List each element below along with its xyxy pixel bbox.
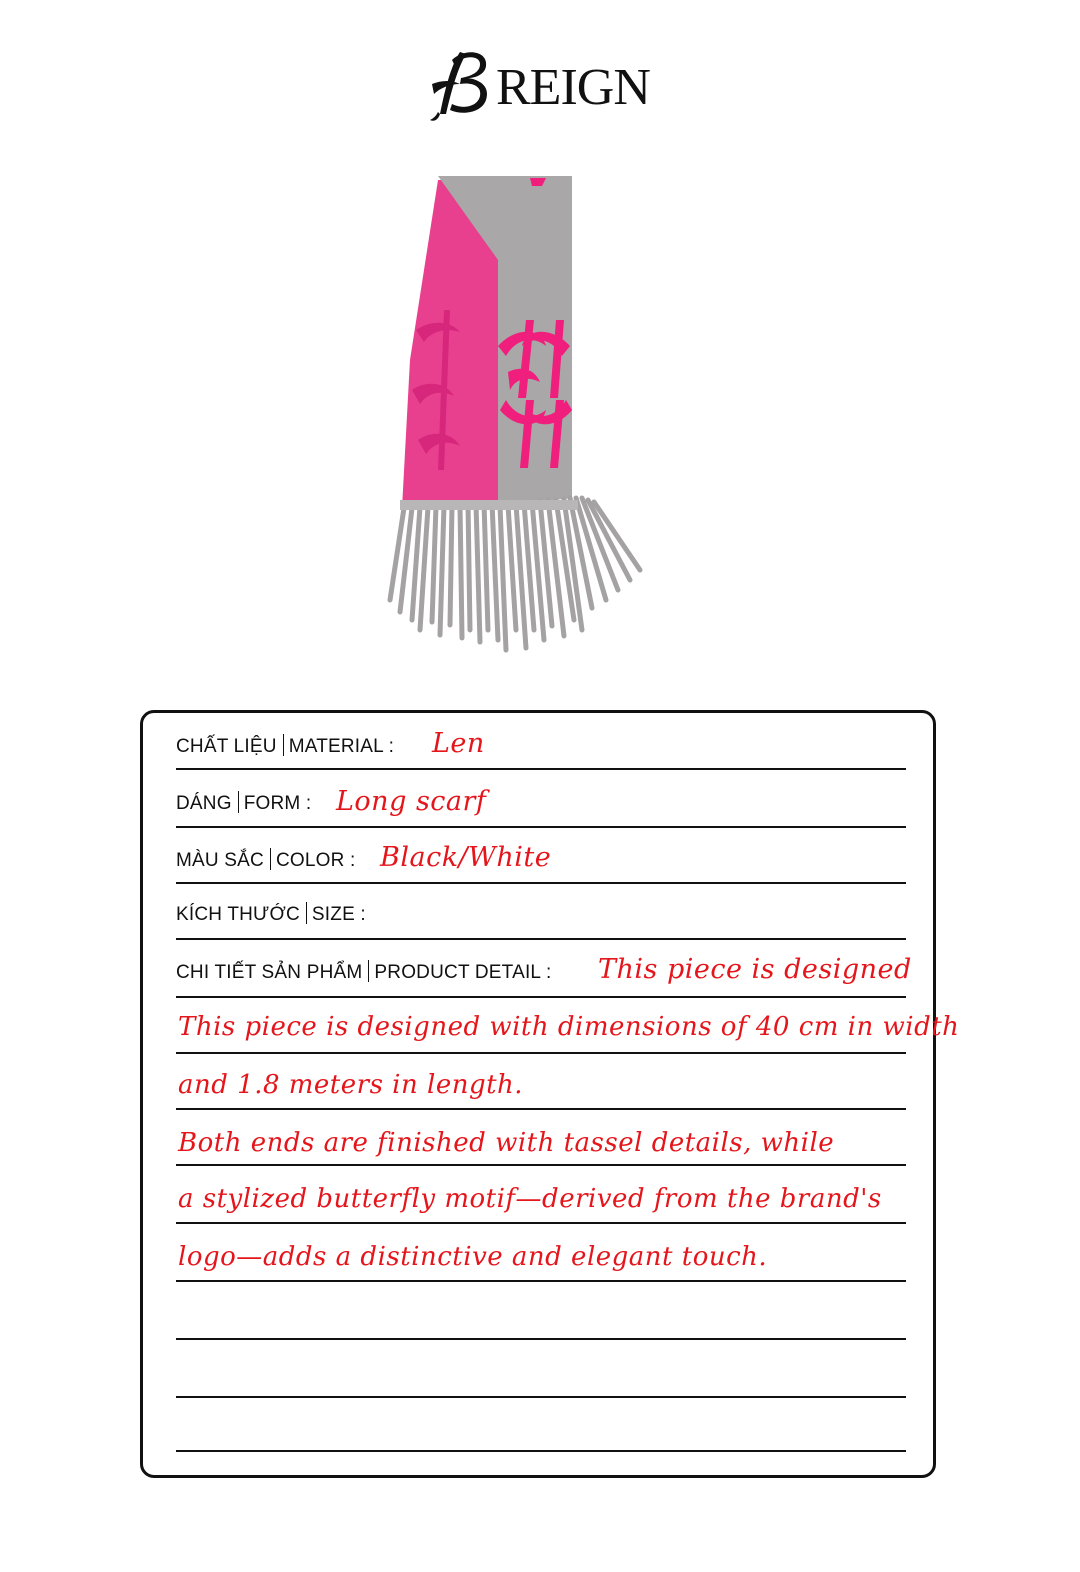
material-line	[176, 768, 906, 770]
color-label: MÀU SẮC COLOR :	[176, 850, 356, 871]
detail-text-rule	[176, 1222, 906, 1224]
detail-line	[176, 996, 906, 998]
scarf-image	[320, 160, 760, 670]
form-line	[176, 826, 906, 828]
empty-rule	[176, 1338, 906, 1340]
detail-text-rule	[176, 1052, 906, 1054]
empty-rule	[176, 1450, 906, 1452]
form-value: Long scarf	[336, 786, 487, 817]
empty-rule	[176, 1396, 906, 1398]
detail-value: This piece is designed	[598, 954, 912, 985]
detail-text-line: logo—adds a distinctive and elegant touch.	[178, 1242, 768, 1272]
size-line	[176, 938, 906, 940]
reign-logo-mark-icon	[430, 44, 500, 124]
detail-text-line: a stylized butterfly motif—derived from the brand's	[178, 1184, 882, 1214]
brand-name: REIGN	[496, 59, 650, 116]
material-value: Len	[432, 728, 485, 759]
detail-text-rule	[176, 1280, 906, 1282]
detail-text-line: This piece is designed with dimensions of 40 cm in width	[178, 1012, 960, 1042]
color-line	[176, 882, 906, 884]
form-label: DÁNG FORM :	[176, 793, 312, 814]
material-label: CHẤT LIỆU MATERIAL :	[176, 736, 395, 757]
color-value: Black/White	[380, 842, 552, 873]
detail-text-line: and 1.8 meters in length.	[178, 1070, 524, 1100]
detail-label: CHI TIẾT SẢN PHẨM PRODUCT DETAIL :	[176, 962, 552, 983]
detail-text-rule	[176, 1164, 906, 1166]
brand-logo	[430, 44, 660, 124]
detail-text-rule	[176, 1108, 906, 1110]
detail-text-line: Both ends are finished with tassel details, while	[178, 1128, 835, 1158]
size-label: KÍCH THƯỚC SIZE :	[176, 904, 366, 925]
